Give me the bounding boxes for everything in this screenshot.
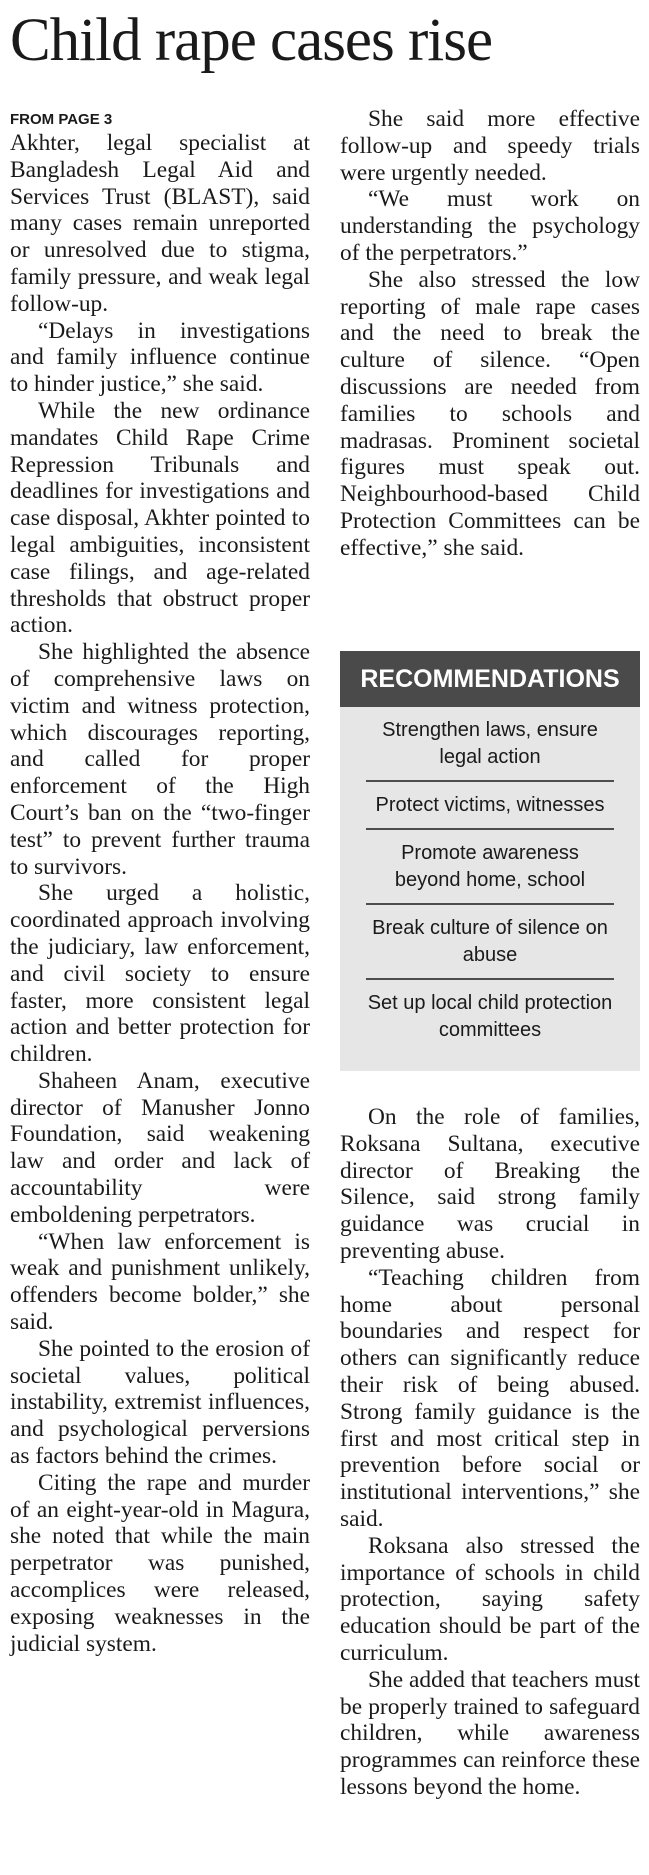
recommendations-list <box>340 707 640 1053</box>
paragraph: “Teaching children from home about personal boundaries and respect for others can significantly reduce their risk of being abused. Strong family guidance is the first and most critical step in prevention before social or institutional interventions,” she said. <box>340 1264 640 1532</box>
paragraph: She highlighted the absence of comprehensive laws on victim and witness protection, which discourages reporting, and called for proper enforcement of the High Court’s ban on the “two-finger test” to prevent further trauma to survivors. <box>10 639 310 880</box>
recommendations-title: RECOMMENDATIONS <box>340 651 640 707</box>
paragraph: She urged a holistic, coordinated approach involving the judiciary, law enforcement, and civil society to ensure faster, more consistent legal action and better protection for children. <box>10 880 310 1068</box>
recommendation-item: Strengthen laws, ensure legal action <box>366 707 614 782</box>
paragraph: Shaheen Anam, executive director of Manusher Jonno Foundation, said weakening law and order and lack of accountability were emboldening perpetrators. <box>10 1067 310 1228</box>
paragraph: On the role of families, Roksana Sultana, executive director of Breaking the Silence, said strong family guidance was crucial in preventing abuse. <box>340 1104 640 1264</box>
headline: Child rape cases rise <box>10 7 493 74</box>
paragraph: Citing the rape and murder of an eight-year-old in Magura, she noted that while the main perpetrator was punished, accomplices were released, exposing weaknesses in the judicial system. <box>10 1469 310 1657</box>
paragraph: “When law enforcement is weak and punishment unlikely, offenders become bolder,” she said. <box>10 1228 310 1336</box>
recommendations-box <box>340 651 640 1071</box>
paragraph: She pointed to the erosion of societal values, political instability, extremist influences, and psychological perversions as factors behind the crimes. <box>10 1335 310 1470</box>
paragraph: “We must work on understanding the psychology of the perpetrators.” <box>340 186 640 266</box>
article-column-right-top <box>340 106 640 562</box>
recommendation-item: Promote awareness beyond home, school <box>366 830 614 905</box>
recommendation-item: Set up local child protection committees <box>367 992 613 1041</box>
paragraph: Akhter, legal specialist at Bangladesh Legal Aid and Services Trust (BLAST), said many cases remain unreported or unresolved due to stigma, family pressure, and weak legal follow-up. <box>10 130 310 317</box>
kicker-from-page: FROM PAGE 3 <box>10 111 113 128</box>
recommendation-item: Protect victims, witnesses <box>366 782 614 830</box>
recommendation-item: Break culture of silence on abuse <box>366 905 614 980</box>
paragraph: She also stressed the low reporting of male rape cases and the need to break the culture of silence. “Open discussions are needed from families to schools and madrasas. Prominent societal figures must speak out. Neighbourhood-based Child Protection Committees can be effective,” she said. <box>340 266 640 561</box>
article-column-right-bottom <box>340 1104 640 1801</box>
article-column-left <box>10 110 310 1657</box>
paragraph: She said more effective follow-up and speedy trials were urgently needed. <box>340 106 640 186</box>
paragraph: “Delays in investigations and family influence continue to hinder justice,” she said. <box>10 317 310 398</box>
paragraph: She added that teachers must be properly trained to safeguard children, while awareness programmes can reinforce these lessons beyond the home. <box>340 1666 640 1800</box>
paragraph: Roksana also stressed the importance of schools in child protection, saying safety education should be part of the curriculum. <box>340 1532 640 1666</box>
paragraph: While the new ordinance mandates Child Rape Crime Repression Tribunals and deadlines for investigations and case disposal, Akhter pointed to legal ambiguities, inconsistent case filings, and age-related thresholds that obstruct proper action. <box>10 397 310 639</box>
